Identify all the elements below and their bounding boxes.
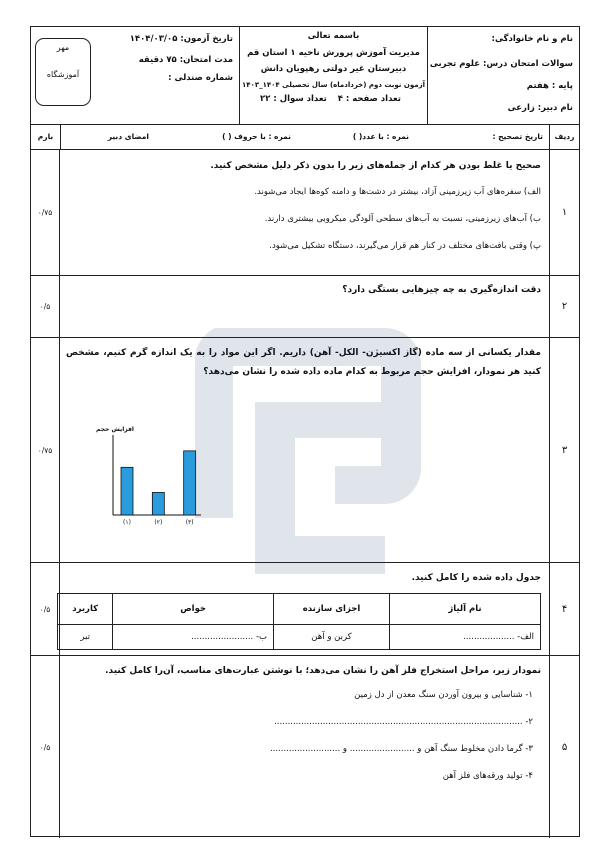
step-item: ۴- تولید ورقه‌های فلز آهن: [442, 771, 533, 781]
grade-label: پایه : هفتم: [526, 81, 573, 91]
column-header: کاربرد: [58, 594, 113, 625]
question-text: صحیح یا غلط بودن هر کدام از جمله‌های زیر را بدون ذکر دلیل مشخص کنید.: [210, 161, 541, 171]
teacher-signature: امضای دبیر: [107, 132, 149, 141]
seal-label: مهر: [56, 43, 70, 52]
page-count: تعداد صفحه : ۴: [337, 94, 401, 104]
teacher-label: نام دبیر: زارعی: [507, 103, 573, 113]
alloy-property-blank[interactable]: ب- .......................: [113, 625, 274, 650]
basmala: باسمه تعالی: [307, 31, 360, 41]
question-number: ۲: [549, 276, 579, 337]
column-header: نام آلیاژ: [389, 594, 540, 625]
question-score: ۰/۵: [31, 276, 60, 337]
seat-number: شماره صندلی :: [168, 73, 233, 83]
category-label: (۳): [185, 519, 194, 526]
statement-item: پ) وقتی بافت‌های مختلف در کنار هم قرار می‌گیرند، دستگاه تشکیل می‌شود.: [269, 241, 541, 251]
question-body: [60, 149, 549, 275]
question-number: ۳: [549, 338, 579, 562]
score-in-digits: نمره : با عدد( ): [352, 132, 409, 141]
school-name: دبیرستان غیر دولتی رهپویان دانش: [260, 64, 407, 74]
question-text: نمودار زیر، مراحل استخراج فلز آهن را نشان می‌دهد؛ با نوشتن عبارت‌های مناسب، آن‌را کامل کنید.: [105, 666, 541, 676]
exam-session: آزمون نوبت دوم (خردادماه) سال تحصیلی ۱۴۰۴_۱۴۰۳: [242, 80, 425, 89]
question-text: مقدار یکسانی از سه ماده (گاز اکسیژن- الکل- آهن) داریم. اگر این مواد را به یک اندازه گرم کنیم، مشخص کنید هر نمودار، افزایش حجم مربوط به کدام ماده داده شده را نشان می‌دهد؟: [66, 348, 541, 377]
school-seal-box: [35, 38, 91, 106]
grading-info: [60, 124, 549, 149]
question-text: جدول داده شده را کامل کنید.: [411, 573, 541, 583]
statement-item: ب) آب‌های زیرزمینی، نسبت به آب‌های سطحی آلودگی میکروبی بیشتری دارند.: [264, 214, 541, 224]
student-info: [427, 27, 579, 124]
question-number: ۵: [549, 656, 579, 838]
volume-increase-chart: [95, 423, 207, 533]
question-text: دقت اندازه‌گیری به چه چیزهایی بستگی دارد؟: [342, 285, 541, 295]
question-score: ۰/۷۵: [31, 149, 60, 275]
category-label: (۲): [154, 519, 163, 526]
student-name-label: نام و نام خانوادگی:: [491, 34, 573, 44]
step-blank[interactable]: ۲- ............................................................................................: [274, 717, 533, 727]
question-body: [60, 563, 549, 655]
exam-info: [29, 27, 239, 124]
exam-sheet: [30, 26, 580, 837]
correction-date: تاریخ تصحیح :: [492, 132, 543, 141]
alloy-components: کربن و آهن: [274, 625, 390, 650]
school-info: [239, 27, 427, 124]
question-body: [60, 656, 549, 838]
question-row: [31, 656, 579, 838]
exam-header: [31, 27, 579, 125]
grading-row: [31, 124, 579, 150]
question-number: ۴: [549, 563, 579, 655]
y-axis-label: افزایش حجم: [96, 426, 134, 433]
education-office: مدیریت آموزش پرورش ناحیه ۱ استان قم: [247, 47, 420, 58]
alloy-use: تبر: [58, 625, 113, 650]
question-count: تعداد سوال : ۲۲: [260, 94, 327, 104]
question-row: [31, 149, 579, 276]
score-header: بارم: [37, 132, 54, 141]
score-in-letters: نمره : با حروف ( ): [222, 132, 291, 141]
question-body: [60, 276, 549, 337]
exam-date: تاریخ آزمون: ۱۴۰۴/۰۳/۰۵: [129, 34, 233, 44]
question-body: [60, 338, 549, 562]
course-label: سوالات امتحان درس: علوم تجربی: [429, 59, 573, 69]
exam-duration: مدت امتحان: ۷۵ دقیقه: [138, 55, 233, 65]
question-score: ۰/۵: [31, 563, 60, 655]
bar-1: [121, 467, 133, 515]
column-header: اجزای سازنده: [274, 594, 390, 625]
question-number: ۱: [549, 149, 579, 275]
table-row: [58, 625, 541, 650]
alloy-table: [57, 593, 541, 650]
bar-3: [184, 451, 196, 515]
question-row: [31, 338, 579, 563]
row-number-header: ردیف: [549, 124, 579, 149]
bar-2: [152, 492, 164, 515]
table-header-row: [58, 594, 541, 625]
question-score: ۰/۵: [31, 656, 60, 838]
question-row: [31, 563, 579, 656]
statement-item: الف) سفره‌های آب زیرزمینی آزاد، بیشتر در دشت‌ها و دامنه کوه‌ها ایجاد می‌شوند.: [254, 187, 541, 197]
category-label: (۱): [123, 519, 131, 526]
step-item: ۱- شناسایی و بیرون آوردن سنگ معدن از دل زمین: [354, 690, 533, 700]
question-score: ۰/۷۵: [31, 338, 60, 562]
alloy-name-blank[interactable]: الف- ...................: [389, 625, 540, 650]
step-item[interactable]: ۳- گرما دادن مخلوط سنگ آهن و ........................ و ..........................: [269, 744, 533, 754]
column-header: خواص: [113, 594, 274, 625]
question-row: [31, 276, 579, 338]
seal-school-label: آموزشگاه: [46, 70, 80, 79]
